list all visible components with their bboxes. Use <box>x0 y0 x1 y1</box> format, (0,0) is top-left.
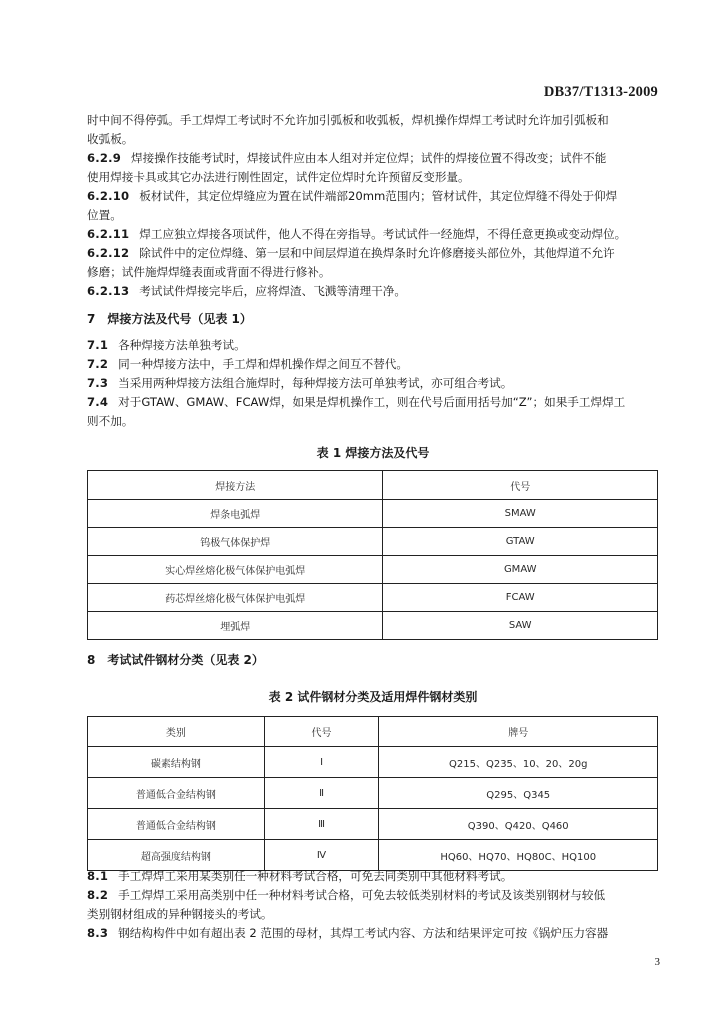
table-2 <box>87 716 658 871</box>
clause-number: 8.3 <box>87 926 109 940</box>
table-cell: Ⅰ <box>264 747 379 778</box>
paragraph-line: 类别钢材组成的异种钢接头的考试。 <box>87 907 273 921</box>
table-cell: Q390、Q420、Q460 <box>379 809 658 840</box>
column-header: 类别 <box>88 717 265 747</box>
clause-text: 考试试件焊接完毕后，应将焊渣、飞溅等清理干净。 <box>139 284 406 298</box>
column-header: 焊接方法 <box>88 471 383 500</box>
table-row <box>88 584 658 612</box>
table-2-caption: 表 2 试件钢材分类及适用焊件钢材类别 <box>268 690 478 704</box>
table-cell: GTAW <box>383 528 658 556</box>
table-cell: 药芯焊丝熔化极气体保护电弧焊 <box>88 584 383 612</box>
clause-6-2-10 <box>87 187 659 206</box>
table-1-caption: 表 1 焊接方法及代号 <box>316 446 430 460</box>
clause-8-2 <box>87 886 659 905</box>
table-cell: 埋弧焊 <box>88 612 383 640</box>
paragraph-line: 位置。 <box>87 208 122 222</box>
table-cell: HQ60、HQ70、HQ80C、HQ100 <box>379 840 658 871</box>
table-row <box>88 840 658 871</box>
column-header: 代号 <box>264 717 379 747</box>
clause-number: 8.1 <box>87 869 109 883</box>
clause-text: 钢结构构件中如有超出表 2 范围的母材，其焊工考试内容、方法和结果评定可按《锅炉压力容器 <box>118 926 609 940</box>
table-row <box>88 528 658 556</box>
clause-7-1 <box>87 336 659 355</box>
table-cell: Ⅳ <box>264 840 379 871</box>
clause-7-3 <box>87 374 659 393</box>
clause-7-4 <box>87 393 659 412</box>
clause-6-2-13 <box>87 282 659 301</box>
clause-7-2 <box>87 355 659 374</box>
table-row <box>88 500 658 528</box>
clause-text: 手工焊焊工采用某类别任一种材料考试合格，可免去同类别中其他材料考试。 <box>118 869 513 883</box>
table-cell: 焊条电弧焊 <box>88 500 383 528</box>
clause-text: 当采用两种焊接方法组合施焊时，每种焊接方法可单独考试，亦可组合考试。 <box>118 376 513 390</box>
table-cell: Ⅱ <box>264 778 379 809</box>
clause-number: 6.2.13 <box>87 284 130 298</box>
table-row <box>88 612 658 640</box>
table-row <box>88 556 658 584</box>
clause-text: 同一种焊接方法中，手工焊和焊机操作焊之间互不替代。 <box>118 357 408 371</box>
clause-number: 7.4 <box>87 395 109 409</box>
table-cell: 超高强度结构钢 <box>88 840 265 871</box>
page-body <box>87 0 659 1024</box>
page-number: 3 <box>654 956 660 968</box>
table-cell: Q215、Q235、10、20、20g <box>379 747 658 778</box>
column-header: 牌号 <box>379 717 658 747</box>
clause-number: 7.2 <box>87 357 109 371</box>
table-cell: SMAW <box>383 500 658 528</box>
clause-8-1 <box>87 867 659 886</box>
table-cell: FCAW <box>383 584 658 612</box>
clause-6-2-9 <box>87 149 659 168</box>
clause-text: 手工焊焊工采用高类别中任一种材料考试合格，可免去较低类别材料的考试及该类别钢材与较低 <box>118 888 606 902</box>
clause-number: 6.2.12 <box>87 246 130 260</box>
clause-text: 对于GTAW、GMAW、FCAW焊，如果是焊机操作工，则在代号后面用括号加“Z”；如果手工焊焊工 <box>118 395 626 409</box>
clause-text: 板材试件，其定位焊缝应为置在试件端部20mm范围内；管材试件，其定位焊缝不得处于仰焊 <box>139 189 618 203</box>
paragraph-line: 使用焊接卡具或其它办法进行刚性固定，试件定位焊时允许预留反变形量。 <box>87 170 470 184</box>
paragraph-line: 修磨；试件施焊焊缝表面或背面不得进行修补。 <box>87 265 331 279</box>
table-row <box>88 809 658 840</box>
table-row <box>88 747 658 778</box>
clause-number: 8.2 <box>87 888 109 902</box>
section-7-heading: 7 焊接方法及代号（见表 1） <box>87 312 252 326</box>
clause-6-2-12 <box>87 244 659 263</box>
table-1 <box>87 470 658 640</box>
clause-number: 7.1 <box>87 338 109 352</box>
paragraph-line: 收弧板。 <box>87 132 134 146</box>
clause-6-2-11 <box>87 225 659 244</box>
clause-text: 焊接操作技能考试时，焊接试件应由本人组对并定位焊；试件的焊接位置不得改变；试件不能 <box>131 151 607 165</box>
document-code: DB37/T1313-2009 <box>543 84 658 100</box>
table-cell: Ⅲ <box>264 809 379 840</box>
table-cell: 普通低合金结构钢 <box>88 778 265 809</box>
clause-number: 6.2.9 <box>87 151 122 165</box>
clause-text: 除试件中的定位焊缝、第一层和中间层焊道在换焊条时允许修磨接头部位外，其他焊道不允许 <box>139 246 615 260</box>
clause-number: 7.3 <box>87 376 109 390</box>
clause-number: 6.2.10 <box>87 189 130 203</box>
paragraph-line: 则不加。 <box>87 414 134 428</box>
table-cell: GMAW <box>383 556 658 584</box>
table-cell: Q295、Q345 <box>379 778 658 809</box>
table-cell: 钨极气体保护焊 <box>88 528 383 556</box>
clause-text: 焊工应独立焊接各项试件，他人不得在旁指导。考试试件一经施焊，不得任意更换或变动焊位。 <box>139 227 627 241</box>
clause-text: 各种焊接方法单独考试。 <box>118 338 246 352</box>
table-row <box>88 778 658 809</box>
table-cell: 普通低合金结构钢 <box>88 809 265 840</box>
table-cell: 碳素结构钢 <box>88 747 265 778</box>
column-header: 代号 <box>383 471 658 500</box>
clause-number: 6.2.11 <box>87 227 130 241</box>
table-header-row <box>88 471 658 500</box>
clause-8-3 <box>87 924 659 943</box>
section-8-heading: 8 考试试件钢材分类（见表 2） <box>87 653 264 667</box>
table-cell: 实心焊丝熔化极气体保护电弧焊 <box>88 556 383 584</box>
table-cell: SAW <box>383 612 658 640</box>
paragraph-line: 时中间不得停弧。手工焊焊工考试时不允许加引弧板和收弧板，焊机操作焊焊工考试时允许加引弧板和 <box>87 113 609 127</box>
table-header-row <box>88 717 658 747</box>
